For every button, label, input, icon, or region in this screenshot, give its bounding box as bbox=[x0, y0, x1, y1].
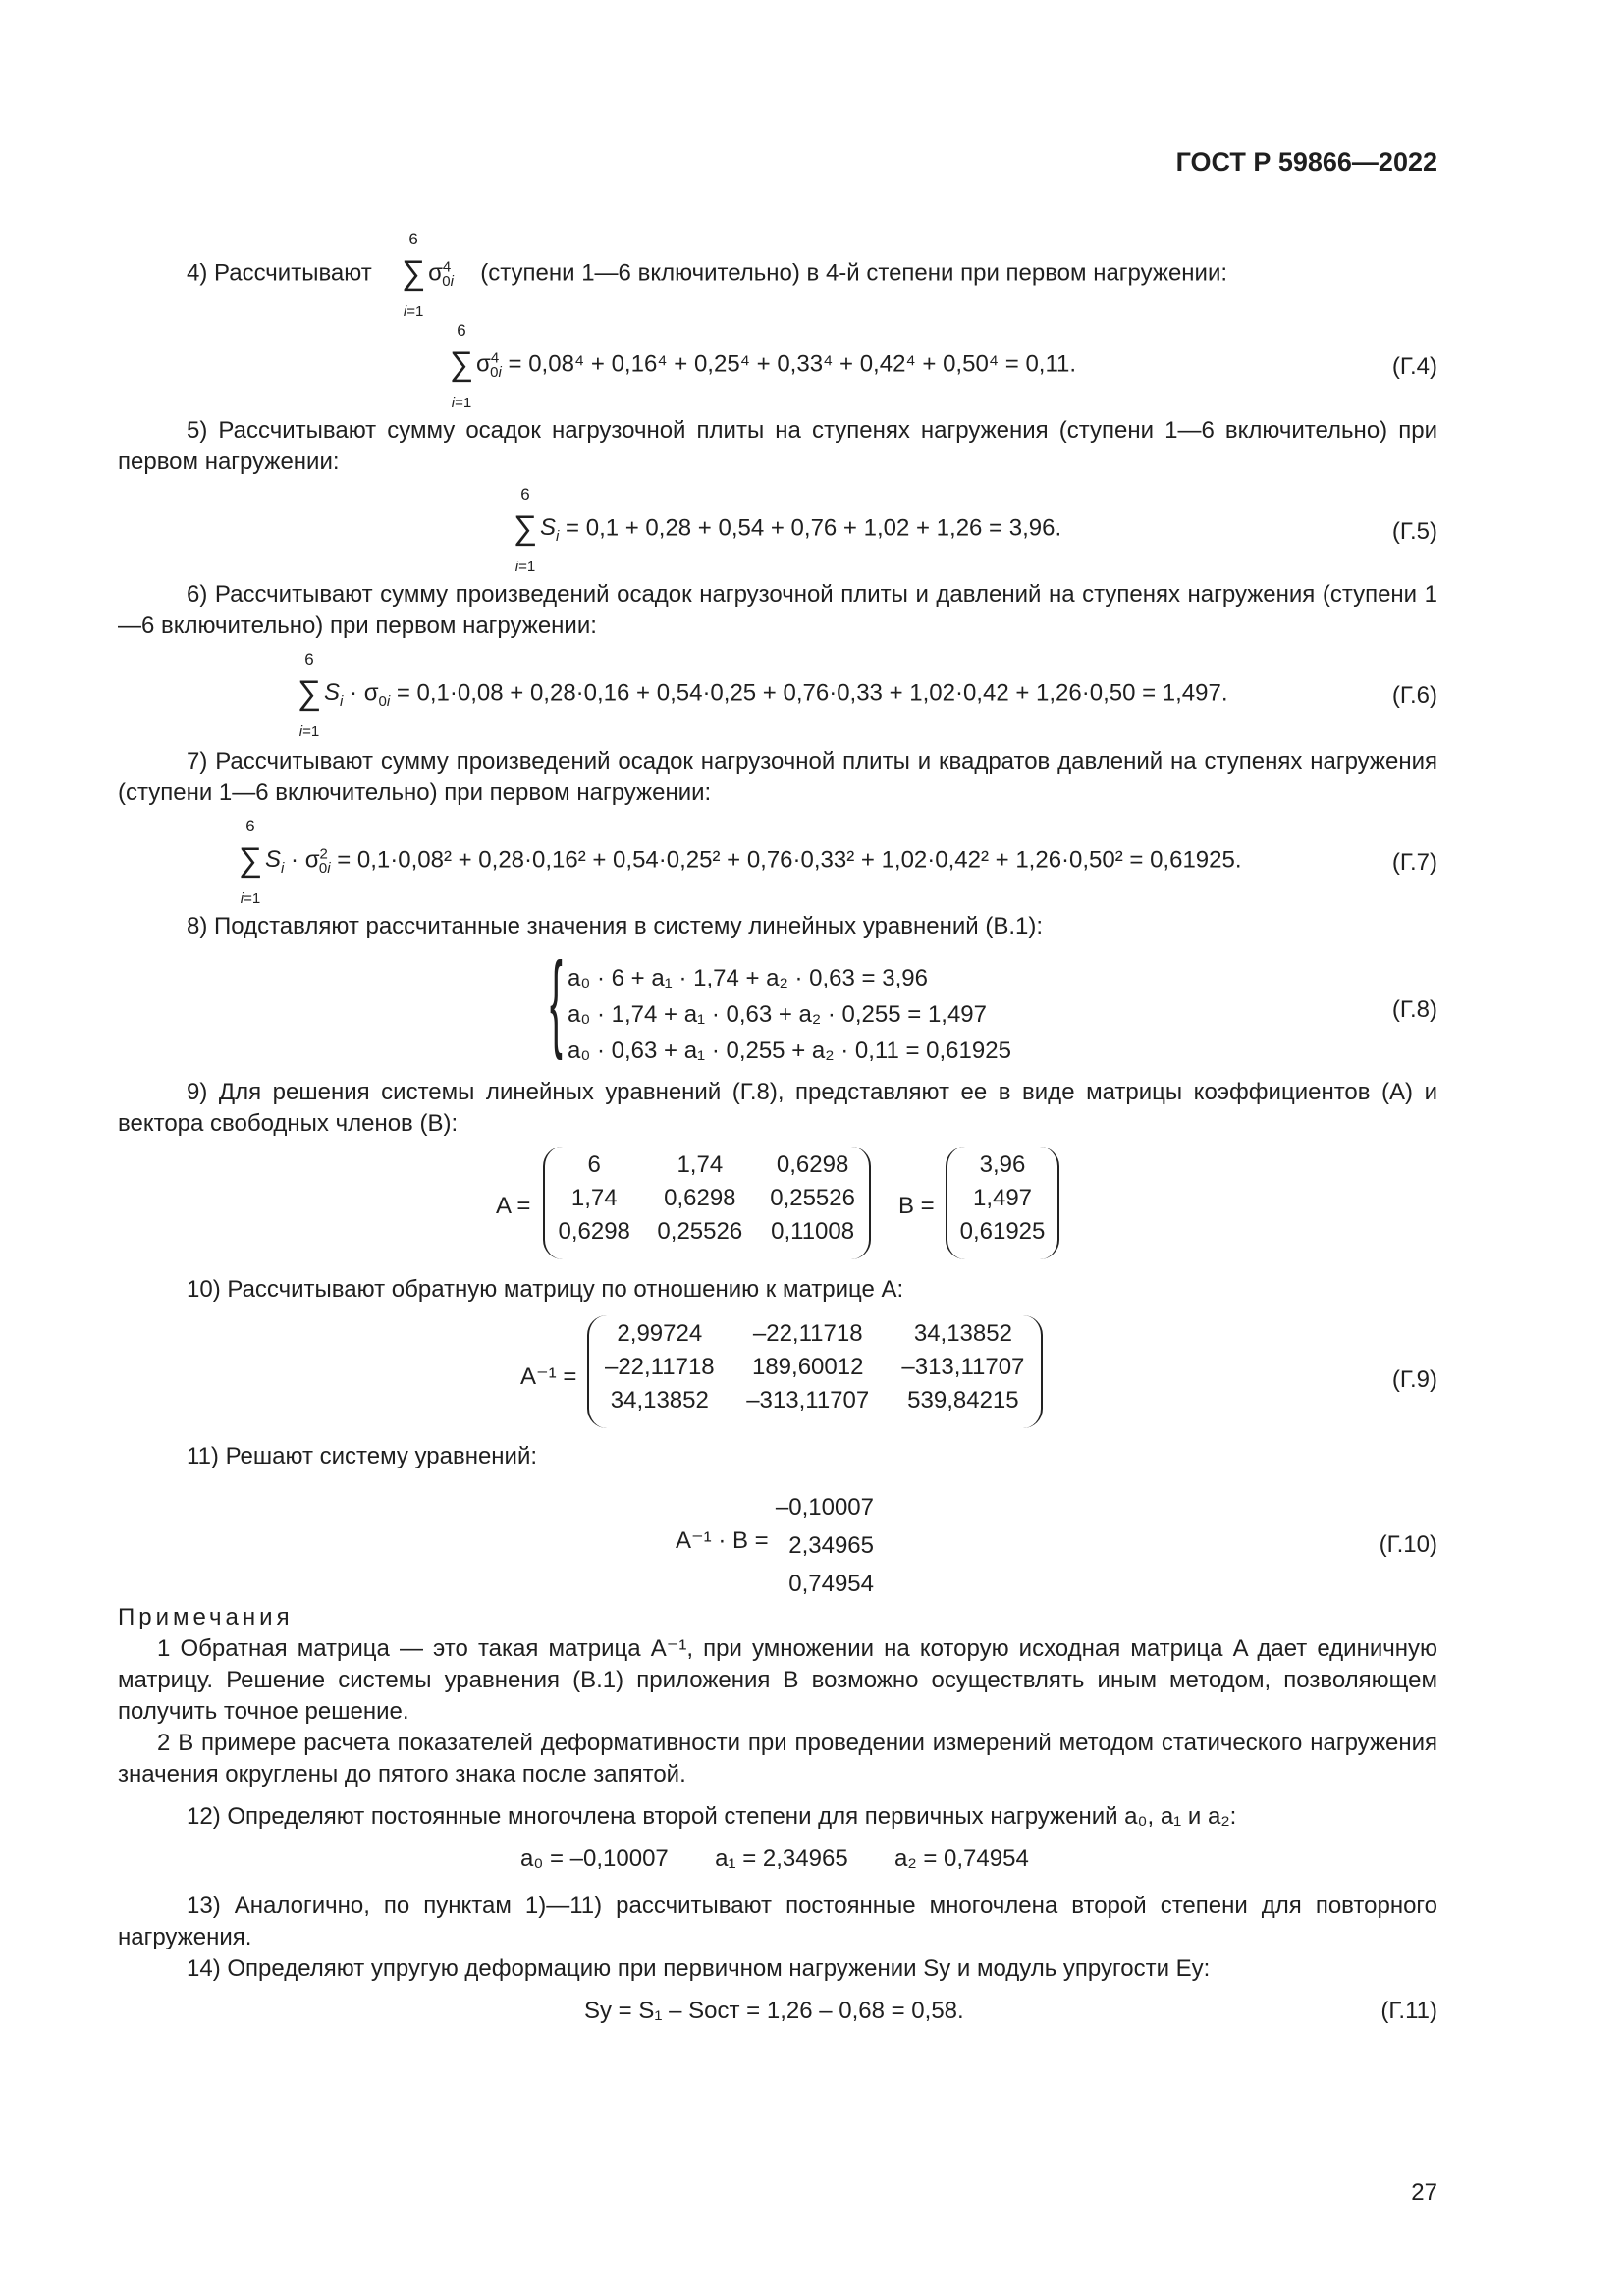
step8-paragraph: 8) Подставляют рассчитанные значения в систему линейных уравнений (В.1): bbox=[187, 913, 1044, 939]
equation-number-g6: (Г.6) bbox=[1391, 682, 1437, 709]
matrix-cell: –313,11707 bbox=[746, 1387, 870, 1414]
matrix-cell: –313,11707 bbox=[901, 1354, 1025, 1380]
matrix-cell: 0,25526 bbox=[657, 1218, 743, 1245]
vector-b-label: B = bbox=[898, 1193, 935, 1219]
equation-number-g10: (Г.10) bbox=[1379, 1531, 1437, 1558]
matrix-cell: 0,6298 bbox=[664, 1185, 736, 1211]
coef-a2: a₂ = 0,74954 bbox=[894, 1845, 1029, 1872]
note-1: 1 Обратная матрица — это такая матрица A⁻¹, при умножении на которую исходная матрица A дает единичную матрицу. Решение системы уравнения (В.1) приложения В возможно осуществлять иным методом, позволяющем получить точное решение. bbox=[118, 1635, 1437, 1725]
note-2: 2 В примере расчета показателей деформативности при проведении измерений методом статического нагружения значения округлены до пятого знака после запятой. bbox=[118, 1730, 1437, 1788]
step10-paragraph: 10) Рассчитывают обратную матрицу по отношению к матрице A: bbox=[187, 1276, 904, 1303]
matrix-cell: 539,84215 bbox=[907, 1387, 1019, 1414]
vector-b bbox=[946, 1147, 1059, 1259]
matrix-a bbox=[543, 1147, 871, 1259]
matrix-cell: 1,74 bbox=[677, 1151, 724, 1178]
formula-g6-expr: = 0,1·0,08 + 0,28·0,16 + 0,54·0,25 + 0,76·0,33 + 1,02·0,42 + 1,26·0,50 = 1,497. bbox=[396, 679, 1228, 707]
matrix-row bbox=[589, 1384, 1041, 1417]
solution-value: 0,74954 bbox=[788, 1571, 874, 1597]
formula-g5-expr: = 0,1 + 0,28 + 0,54 + 0,76 + 1,02 + 1,26 = 3,96. bbox=[566, 514, 1062, 542]
sum-symbol: 6 ∑ i=1 bbox=[449, 321, 474, 411]
step6-paragraph: 6) Рассчитывают сумму произведений осадок нагрузочной плиты и давлений на ступенях нагружения (ступени 1—6 включительно) при первом нагружении: bbox=[118, 581, 1437, 639]
vector-row bbox=[947, 1215, 1057, 1249]
matrix-cell: –22,11718 bbox=[752, 1320, 863, 1347]
vector-cell: 1,497 bbox=[972, 1185, 1033, 1211]
formula-g7-expr: = 0,1·0,08² + 0,28·0,16² + 0,54·0,25² + 0,76·0,33² + 1,02·0,42² + 1,26·0,50² = 0,61925. bbox=[337, 846, 1242, 874]
matrix-cell: 0,25526 bbox=[770, 1185, 855, 1211]
solution-value: –0,10007 bbox=[775, 1494, 874, 1521]
formula-g5: 6 ∑ i=1 $S_i = 0,1 + 0,28 + 0,54 + 0,76 + 1,02 + 1,26 = 3,96$. bbox=[511, 512, 1061, 546]
formula-g8 bbox=[568, 960, 1011, 1069]
vector-row bbox=[947, 1182, 1057, 1215]
matrix-cell: 34,13852 bbox=[610, 1387, 709, 1414]
matrix-a-label: A = bbox=[496, 1193, 531, 1219]
matrix-row bbox=[589, 1351, 1041, 1384]
equation-number-g7: (Г.7) bbox=[1391, 849, 1437, 876]
step14-paragraph: 14) Определяют упругую деформацию при первичном нагружении Sу и модуль упругости Eу: bbox=[187, 1955, 1211, 1982]
sum-symbol: 6 ∑ i=1 bbox=[238, 817, 263, 907]
step4-prefix: 4) Рассчитывают bbox=[187, 259, 372, 287]
step5-paragraph: 5) Рассчитывают сумму осадок нагрузочной плиты на ступенях нагружения (ступени 1—6 включительно) при первом нагружении: bbox=[118, 417, 1437, 475]
page-number: 27 bbox=[1411, 2179, 1437, 2206]
system-line-3: a₀ · 0,63 + a₁ · 0,255 + a₂ · 0,11 = 0,61925 bbox=[568, 1038, 1011, 1064]
equation-number-g5: (Г.5) bbox=[1391, 518, 1437, 545]
step7-paragraph: 7) Рассчитывают сумму произведений осадок нагрузочной плиты и квадратов давлений на ступенях нагружения (ступени 1—6 включительно) при первом нагружении: bbox=[118, 748, 1437, 806]
matrix-cell: 0,6298 bbox=[776, 1151, 849, 1178]
formula-g4: 6 ∑ i=1 $\sigma^4_{0i} = 0,08^4 + 0,16^4 + 0,25^4 + 0,33^4 + 0,42^4 + 0,50^4 = 0,11$. bbox=[447, 348, 1076, 382]
equation-number-g8: (Г.8) bbox=[1391, 996, 1437, 1023]
equation-number-g9: (Г.9) bbox=[1391, 1366, 1437, 1393]
matrix-a-inverse bbox=[587, 1315, 1043, 1428]
step4-suffix: (ступени 1—6 включительно) в 4-й степени при первом нагружении: bbox=[480, 259, 1228, 287]
matrix-cell: 2,99724 bbox=[617, 1320, 703, 1347]
step9-paragraph: 9) Для решения системы линейных уравнений (Г.8), представляют ее в виде матрицы коэффициентов (A) и вектора свободных членов (B): bbox=[118, 1079, 1437, 1137]
coef-a1: a₁ = 2,34965 bbox=[715, 1845, 848, 1872]
matrix-row bbox=[545, 1215, 869, 1249]
system-brace: { bbox=[550, 940, 563, 1061]
notes-title: Примечания bbox=[118, 1604, 294, 1630]
matrix-cell: 189,60012 bbox=[751, 1354, 864, 1380]
vector-cell: 0,61925 bbox=[959, 1218, 1046, 1245]
formula-g10-values bbox=[766, 1488, 874, 1603]
matrix-row bbox=[545, 1182, 869, 1215]
equation-number-g4: (Г.4) bbox=[1391, 353, 1437, 380]
formula-coefficients bbox=[520, 1845, 1029, 1873]
matrix-cell: –22,11718 bbox=[604, 1354, 715, 1380]
matrix-cell: 34,13852 bbox=[913, 1320, 1012, 1347]
step13-paragraph: 13) Аналогично, по пунктам 1)—11) рассчитывают постоянные многочлена второй степени для повторного нагружения. bbox=[118, 1893, 1437, 1950]
step11-paragraph: 11) Решают систему уравнений: bbox=[187, 1443, 538, 1469]
matrix-cell: 1,74 bbox=[570, 1185, 618, 1211]
formula-g11: Sу = S₁ – Sост = 1,26 – 0,68 = 0,58. bbox=[584, 1998, 964, 2024]
matrix-cell: 0,6298 bbox=[558, 1218, 630, 1245]
formula-g4-expr: = 0,08⁴ + 0,16⁴ + 0,25⁴ + 0,33⁴ + 0,42⁴ + 0,50⁴ = 0,11. bbox=[508, 350, 1077, 378]
vector-row bbox=[947, 1148, 1057, 1182]
sum-symbol: 6 ∑ i=1 bbox=[297, 650, 322, 740]
system-line-1: a₀ · 6 + a₁ · 1,74 + a₂ · 0,63 = 3,96 bbox=[568, 965, 928, 991]
vector-cell: 3,96 bbox=[979, 1151, 1026, 1178]
formula-g6: 6 ∑ i=1 $S_i \cdot \sigma_{0i} = 0,1\cdot 0,08 + 0,28\cdot 0,16 + 0,54\cdot 0,25 + 0,76\cdot 0,33 + 1,02\cdot 0,42 + 1,26\cdot 0,50 = 1,497$. bbox=[295, 677, 1228, 711]
matrix-cell: 6 bbox=[587, 1151, 601, 1178]
formula-g10-label: A⁻¹ · B = bbox=[676, 1527, 769, 1554]
system-line-2: a₀ · 1,74 + a₁ · 0,63 + a₂ · 0,255 = 1,497 bbox=[568, 1001, 987, 1028]
step4-line: 4) Рассчитывают 6 ∑ i=1 $\sigma^4_{0i}$ (ступени 1—6 включительно) в 4-й степени при первом нагружении: bbox=[187, 230, 1228, 320]
matrix-cell: 0,11008 bbox=[771, 1218, 855, 1245]
matrix-row bbox=[545, 1148, 869, 1182]
step12-paragraph: 12) Определяют постоянные многочлена второй степени для первичных нагружений a₀, a₁ и a₂: bbox=[187, 1803, 1237, 1830]
matrix-row bbox=[589, 1317, 1041, 1351]
coef-a0: a₀ = –0,10007 bbox=[520, 1845, 669, 1872]
sum-symbol: 6 ∑ i=1 bbox=[401, 230, 426, 320]
formula-g7: 6 ∑ i=1 $S_i \cdot \sigma^2_{0i} = 0,1\cdot 0,08^2 + 0,28\cdot 0,16^2 + 0,54\cdot 0,25^2 + 0,76\cdot 0,33^2 + 1,02\cdot 0,42^2 + 1,26\cdot 0,50^2 = 0,61925$. bbox=[236, 844, 1242, 878]
sum-symbol: 6 ∑ i=1 bbox=[513, 485, 538, 575]
standard-code: ГОСТ Р 59866—2022 bbox=[1175, 147, 1437, 177]
solution-value: 2,34965 bbox=[788, 1532, 874, 1559]
equation-number-g11: (Г.11) bbox=[1380, 1998, 1437, 2024]
matrix-a-inverse-label: A⁻¹ = bbox=[520, 1363, 577, 1390]
